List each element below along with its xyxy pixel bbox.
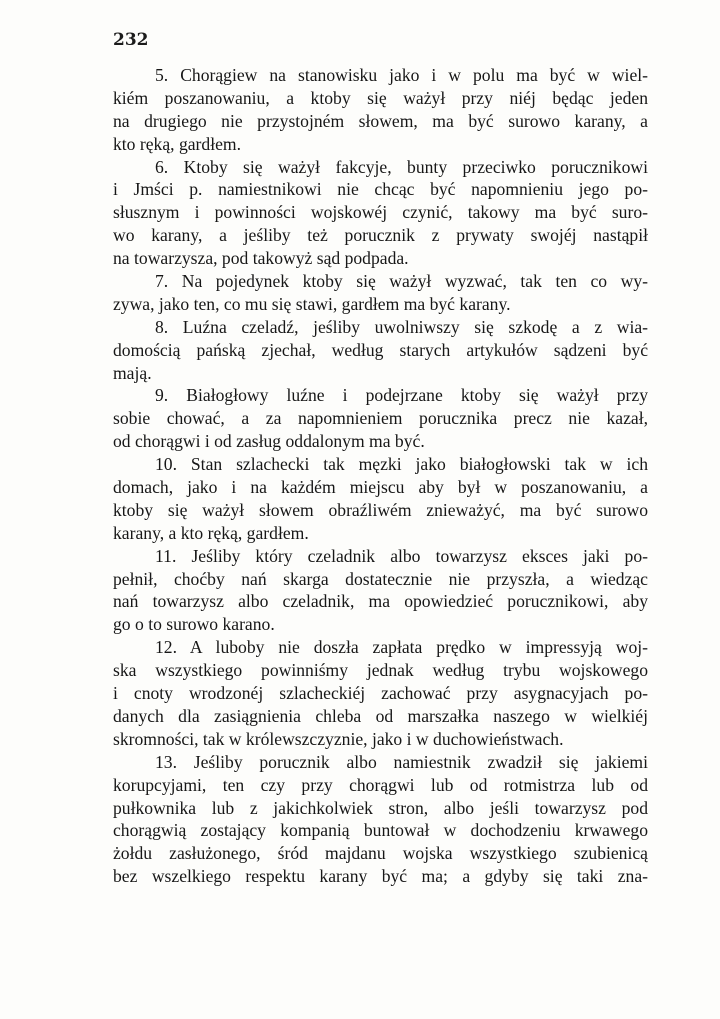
text-line: wo karany, a jeśliby też porucznik z prywaty swojéj nastąpił	[113, 225, 648, 246]
text-line: karany, a kto ręką, gardłem.	[113, 522, 309, 543]
text-line: ktoby się ważył słowem obraźliwém znieważyć, ma być surowo	[113, 499, 648, 520]
paragraph-first-line: 7. Na pojedynek ktoby się ważył wyzwać, tak ten co wy-	[155, 271, 648, 292]
text-line: chorągwią zostający kompanią buntował w dochodzeniu krwawego	[113, 820, 648, 841]
text-line: domach, jako i na każdém miejscu aby był w poszanowaniu, a	[113, 477, 648, 498]
paragraph-first-line: 13. Jeśliby porucznik albo namiestnik zwadził się jakiemi	[155, 751, 648, 772]
text-line: skromności, tak w królewszczyznie, jako i w duchowieństwach.	[113, 728, 564, 749]
paragraph-first-line: 6. Ktoby się ważył fakcyje, bunty przeciwko porucznikowi	[155, 156, 648, 177]
text-line: kiém poszanowaniu, a ktoby się ważył przy niéj będąc jeden	[113, 87, 648, 108]
text-line: kto ręką, gardłem.	[113, 133, 241, 154]
paragraph-first-line: 8. Luźna czeladź, jeśliby uwolniwszy się szkodę a z wia-	[155, 316, 648, 337]
paragraph-first-line: 10. Stan szlachecki tak męzki jako białogłowski tak w ich	[155, 454, 648, 475]
text-line: pełnił, choćby nań skarga dostatecznie nie przyszła, a wiedząc	[113, 568, 648, 589]
text-line: i Jmści p. namiestnikowi nie chcąc być napomnieniu jego po-	[113, 179, 648, 200]
text-line: od chorągwi i od zasług oddalonym ma być.	[113, 431, 425, 452]
text-line: na drugiego nie przystojném słowem, ma być surowo karany, a	[113, 110, 648, 131]
text-line: i cnoty wrodzonéj szlacheckiéj zachować przy asygnacyjach po-	[113, 683, 648, 704]
paragraph-first-line: 11. Jeśliby który czeladnik albo towarzysz eksces jaki po-	[155, 545, 648, 566]
text-line: pułkownika lub z jakichkolwiek stron, albo jeśli towarzysz pod	[113, 797, 648, 818]
text-line: żołdu zasłużonego, śród majdanu wojska wszystkiego szubienicą	[113, 843, 648, 864]
text-line: zywa, jako ten, co mu się stawi, gardłem ma być karany.	[113, 293, 511, 314]
body-text	[113, 64, 648, 888]
text-line: słusznym i powinności wojskowéj czynić, takowy ma być suro-	[113, 202, 648, 223]
text-line: korupcyjami, ten czy przy chorągwi lub od rotmistrza lub od	[113, 774, 648, 795]
text-line: na towarzysza, pod takowyż sąd podpada.	[113, 248, 409, 269]
paragraph-first-line: 5. Chorągiew na stanowisku jako i w polu ma być w wiel-	[155, 65, 648, 85]
text-line: mają.	[113, 362, 152, 383]
text-line: ska wszystkiego powinniśmy jednak według trybu wojskowego	[113, 660, 648, 681]
text-line: domością pańską zjechał, według starych artykułów sądzeni być	[113, 339, 648, 360]
page-number: 232	[113, 30, 149, 50]
paragraph-first-line: 12. A luboby nie doszła zapłata prędko w impressyją woj-	[155, 637, 648, 658]
text-line: bez wszelkiego respektu karany być ma; a gdyby się taki zna-	[113, 866, 648, 887]
paragraph-first-line: 9. Białogłowy luźne i podejrzane ktoby się ważył przy	[155, 385, 648, 406]
text-line: sobie chować, a za napomnieniem porucznika precz nie kazał,	[113, 408, 648, 429]
text-line: nań towarzysz albo czeladnik, ma opowiedzieć porucznikowi, aby	[113, 591, 648, 612]
text-line: danych dla zasiągnienia chleba od marszałka naszego w wielkiéj	[113, 705, 648, 726]
text-line: go o to surowo karano.	[113, 614, 275, 635]
